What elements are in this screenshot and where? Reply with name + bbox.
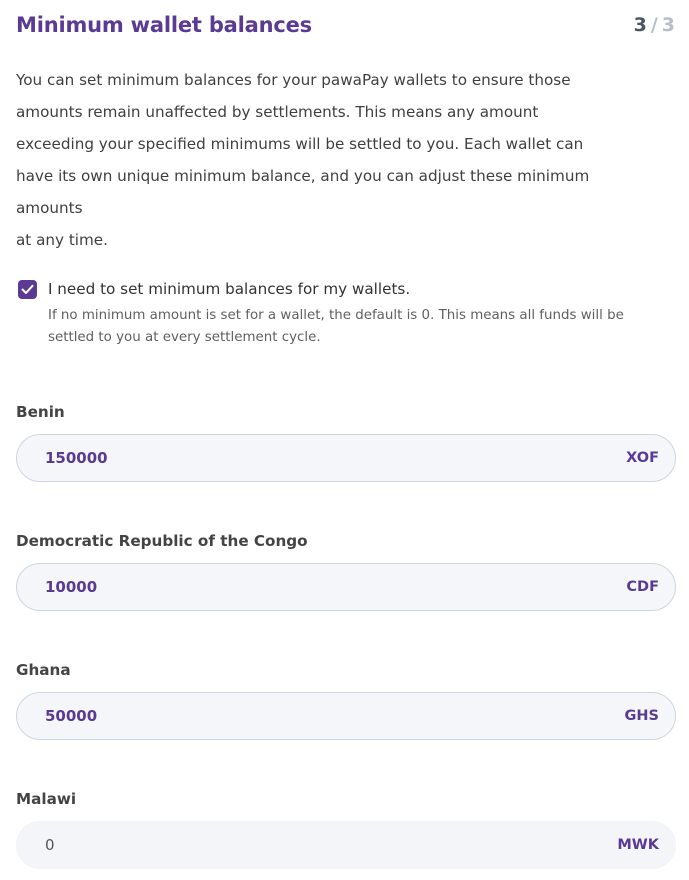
page-title: Minimum wallet balances xyxy=(16,13,312,37)
minimum-balance-input[interactable] xyxy=(16,692,676,740)
checkbox-label[interactable]: I need to set minimum balances for my wallets. xyxy=(48,280,411,298)
minimum-balance-checkbox-row[interactable] xyxy=(18,278,658,349)
checkbox-help-text xyxy=(48,305,658,349)
intro-line: at any time. xyxy=(16,231,108,249)
checkbox-help-line: If no minimum amount is set for a wallet, the default is 0. This means all funds will be xyxy=(48,308,624,323)
wallet-field-benin xyxy=(16,402,676,482)
wallet-country-label: Benin xyxy=(16,403,65,421)
minimum-balance-value[interactable]: 150000 xyxy=(45,449,108,467)
minimum-balance-value[interactable]: 50000 xyxy=(45,707,98,725)
wallet-field-malawi xyxy=(16,789,676,869)
wallet-country-label: Ghana xyxy=(16,661,71,679)
wallet-country-label: Democratic Republic of the Congo xyxy=(16,532,308,550)
page-header xyxy=(16,8,675,42)
minimum-balance-value[interactable]: 10000 xyxy=(45,578,98,596)
minimum-balance-input[interactable] xyxy=(16,434,676,482)
wallet-field-drc xyxy=(16,531,676,611)
checkbox-text xyxy=(48,278,658,349)
wallet-country-label: Malawi xyxy=(16,790,77,808)
step-separator: / xyxy=(650,14,658,36)
intro-line: exceeding your specified minimums will be settled to you. Each wallet can xyxy=(16,135,584,153)
minimum-balance-value[interactable]: 0 xyxy=(45,836,55,854)
check-icon xyxy=(21,284,34,295)
minimum-balance-input[interactable] xyxy=(16,563,676,611)
minimum-balance-input[interactable] xyxy=(16,821,676,869)
wallet-field-ghana xyxy=(16,660,676,740)
intro-line: amounts remain unaffected by settlements. This means any amount xyxy=(16,103,539,121)
currency-code: MWK xyxy=(617,837,659,853)
step-indicator xyxy=(634,14,675,36)
currency-code: XOF xyxy=(626,450,659,466)
intro-line: have its own unique minimum balance, and you can adjust these minimum xyxy=(16,167,590,185)
intro-line: amounts xyxy=(16,199,83,217)
step-total: 3 xyxy=(661,14,675,36)
intro-line: You can set minimum balances for your pawaPay wallets to ensure those xyxy=(16,71,571,89)
minimum-balance-checkbox[interactable] xyxy=(18,280,37,299)
currency-code: CDF xyxy=(626,579,659,595)
intro-text xyxy=(16,64,656,256)
currency-code: GHS xyxy=(624,708,659,724)
step-current: 3 xyxy=(633,14,647,36)
checkbox-help-line: settled to you at every settlement cycle. xyxy=(48,330,321,345)
